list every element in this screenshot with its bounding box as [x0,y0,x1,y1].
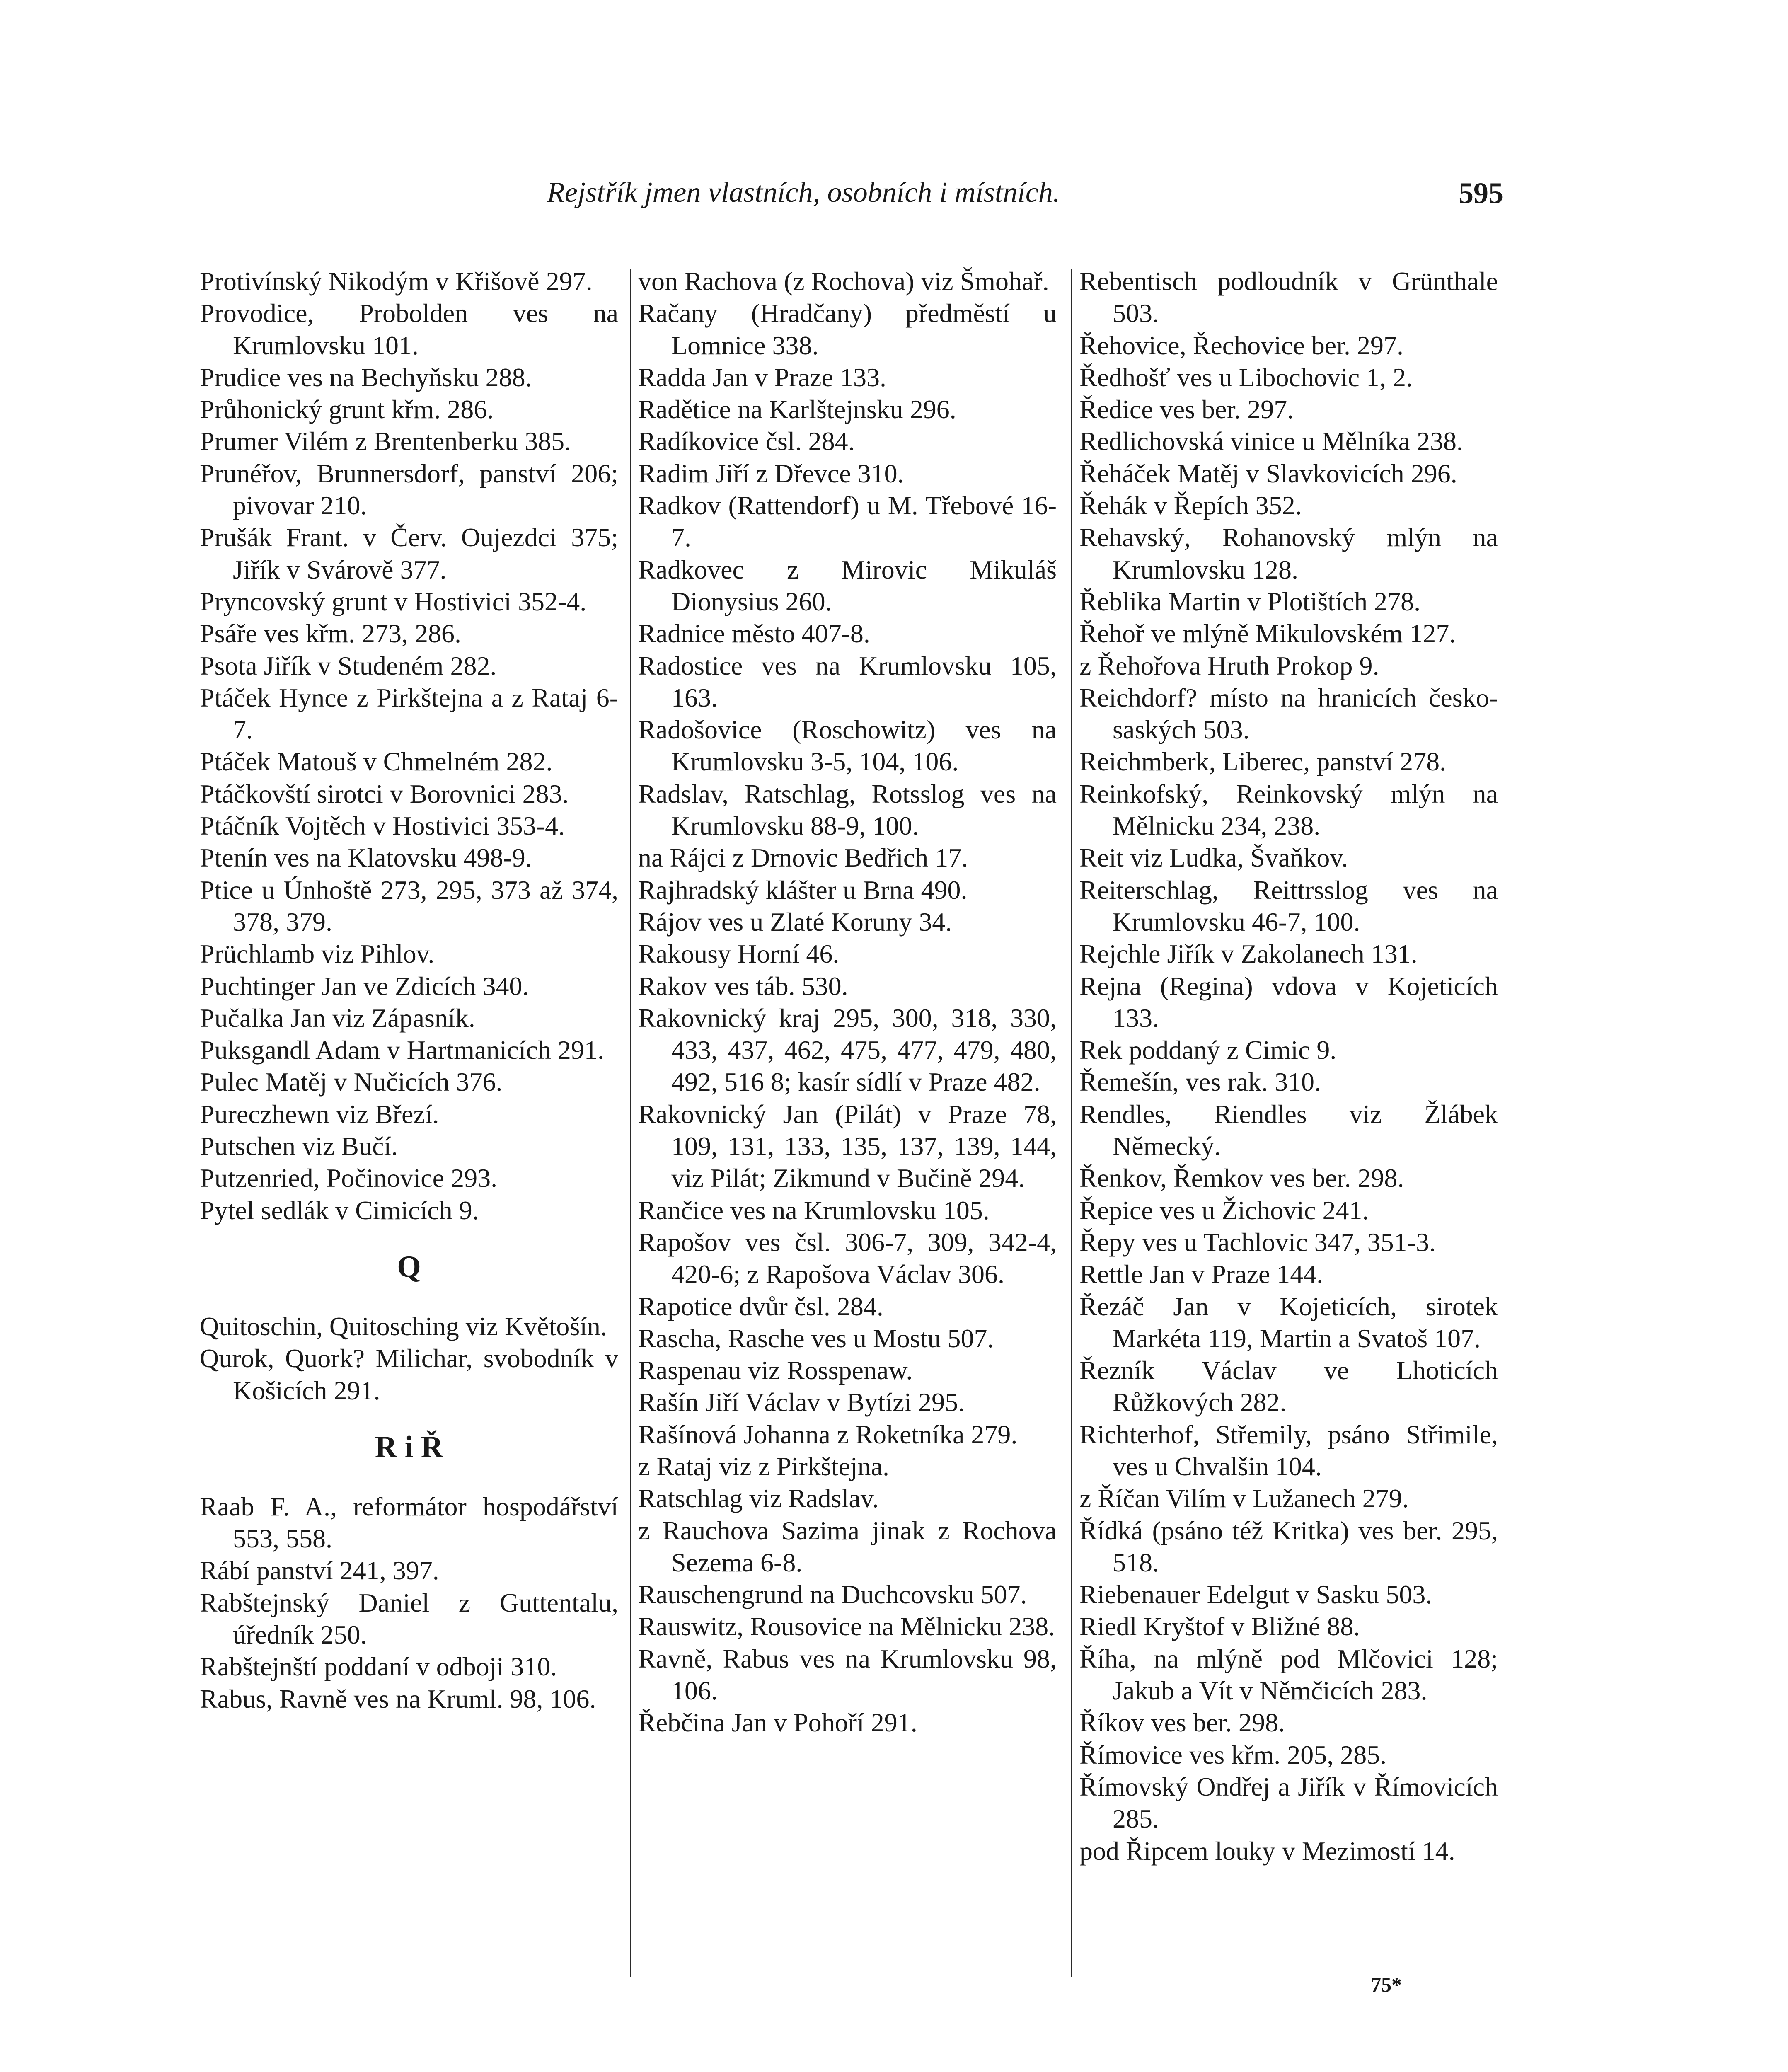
index-entry: Ředhošť ves u Libochovic 1, 2. [1079,362,1413,392]
index-entry: Rascha, Rasche ves u Mostu 507. [638,1323,994,1353]
index-entry: z Řehořova Hruth Prokop 9. [1079,651,1379,680]
index-entry: z Říčan Vilím v Lužanech 279. [1079,1484,1409,1513]
index-column-2 [638,265,1057,1739]
index-entry: Raab F. A., reformátor hospodářství 553, 558. [200,1491,618,1554]
index-entry: Putzenried, Počinovice 293. [200,1163,498,1193]
index-entry: na Rájci z Drnovic Bedřich 17. [638,843,968,873]
index-column-1 [200,265,618,1715]
index-entry: Psáře ves křm. 273, 286. [200,619,462,649]
signature-mark: 75* [1371,1973,1402,1996]
index-entry: Radslav, Ratschlag, Rotsslog ves na Krumlovsku 88-9, 100. [638,779,1057,841]
index-entry: Radětice na Karlštejnsku 296. [638,395,956,424]
index-entry: Rakousy Horní 46. [638,939,840,969]
index-entry: Pureczhewn viz Březí. [200,1099,439,1129]
index-entry: Rabus, Ravně ves na Kruml. 98, 106. [200,1684,596,1714]
index-entry: Reinkofský, Reinkovský mlýn na Mělnicku 234, 238. [1079,779,1498,841]
index-entry: Prumer Vilém z Brentenberku 385. [200,426,571,456]
index-entry: Rančice ves na Krumlovsku 105. [638,1195,990,1225]
index-entry: z Rauchova Sazima jinak z Rochova Sezema 6-8. [638,1515,1057,1577]
index-entry: Rašínová Johanna z Roketníka 279. [638,1419,1018,1449]
index-entry: Rájov ves u Zlaté Koruny 34. [638,907,952,937]
column-divider [1071,269,1072,1977]
index-entry: Řeháček Matěj v Slavkovicích 296. [1079,458,1457,488]
index-entry: Redlichovská vinice u Mělníka 238. [1079,426,1464,456]
index-entry: Reiterschlag, Reittrsslog ves na Krumlovsku 46-7, 100. [1079,875,1498,937]
index-entry: Radkov (Rattendorf) u M. Třebové 16-7. [638,491,1057,552]
index-entry: Richterhof, Střemily, psáno Střimile, ves u Chvalšin 104. [1079,1419,1498,1481]
index-entry: Řehák v Řepích 352. [1079,491,1302,520]
index-column-3 [1079,265,1498,1867]
index-entry: Rajhradský klášter u Brna 490. [638,875,968,905]
index-entry: Řepy ves u Tachlovic 347, 351-3. [1079,1227,1436,1257]
index-entry: Ptáčkovští sirotci v Borovnici 283. [200,779,569,808]
index-entry: Rek poddaný z Cimic 9. [1079,1035,1337,1065]
index-entry: Reichdorf? místo na hranicích česko-saských 503. [1079,683,1498,745]
index-entry: Řeblika Martin v Plotištích 278. [1079,586,1421,616]
index-entry: Rábí panství 241, 397. [200,1556,439,1585]
index-entry: Rakovnický Jan (Pilát) v Praze 78, 109, 131, 133, 135, 137, 139, 144, viz Pilát; Zikmund v Bučině 294. [638,1099,1057,1193]
section-heading: R i Ř [375,1430,443,1464]
index-entry: Radnice město 407-8. [638,619,870,649]
index-entry: Radda Jan v Praze 133. [638,362,886,392]
index-entry: Rapotice dvůr čsl. 284. [638,1291,883,1321]
index-entry: Řídká (psáno též Kritka) ves ber. 295, 518. [1079,1515,1498,1577]
index-entry: Rakovnický kraj 295, 300, 318, 330, 433, 437, 462, 475, 477, 479, 480, 492, 516 8; kasír sídlí v Praze 482. [638,1003,1057,1097]
index-entry: Pryncovský grunt v Hostivici 352-4. [200,586,587,616]
index-entry: Prüchlamb viz Pihlov. [200,939,435,969]
index-entry: Radíkovice čsl. 284. [638,426,855,456]
index-entry: Rakov ves táb. 530. [638,971,848,1001]
page-title: Rejstřík jmen vlastních, osobních i místních. [547,177,1060,208]
index-entry: Prudice ves na Bechyňsku 288. [200,362,532,392]
index-entry: Rehavský, Rohanovský mlýn na Krumlovsku 128. [1079,523,1498,584]
index-entry: Řehovice, Řechovice ber. 297. [1079,330,1403,360]
index-entry: Provodice, Probolden ves na Krumlovsku 101. [200,298,618,360]
index-entry: Riebenauer Edelgut v Sasku 503. [1079,1580,1432,1610]
index-entry: Rebentisch podloudník v Grünthale 503. [1079,266,1498,328]
index-entry: Pulec Matěj v Nučicích 376. [200,1067,503,1097]
index-entry: Puksgandl Adam v Hartmanicích 291. [200,1035,604,1065]
section-heading: Q [397,1249,421,1284]
index-entry: Římovice ves křm. 205, 285. [1079,1740,1387,1769]
index-entry: pod Řipcem louky v Mezimostí 14. [1079,1836,1455,1866]
index-entry: Ředice ves ber. 297. [1079,395,1294,424]
page-number: 595 [1459,177,1503,210]
index-entry: Průhonický grunt křm. 286. [200,395,494,424]
index-entry: z Rataj viz z Pirkštejna. [638,1451,890,1481]
index-entry: Řehoř ve mlýně Mikulovském 127. [1079,619,1456,649]
index-entry: Psota Jiřík v Studeném 282. [200,651,497,680]
index-entry: Ptice u Únhoště 273, 295, 373 až 374, 378, 379. [200,875,618,937]
index-entry: Qurok, Quork? Milichar, svobodník v Košicích 291. [200,1343,618,1405]
index-entry: Rabštejnský Daniel z Guttentalu, úředník 250. [200,1588,618,1649]
index-entry: Raspenau viz Rosspenaw. [638,1356,913,1385]
index-entry: Ptáčník Vojtěch v Hostivici 353-4. [200,811,565,841]
index-entry: Protivínský Nikodým v Křišově 297. [200,266,593,296]
index-entry: Rauschengrund na Duchcovsku 507. [638,1580,1027,1610]
index-entry: Římovský Ondřej a Jiřík v Římovicích 285. [1079,1772,1498,1834]
index-entry: Riedl Kryštof v Bližné 88. [1079,1612,1360,1641]
index-entry: Řepice ves u Žichovic 241. [1079,1195,1369,1225]
index-entry: Ratschlag viz Radslav. [638,1484,879,1513]
index-entry: Radkovec z Mirovic Mikuláš Dionysius 260. [638,554,1057,616]
column-divider [630,269,631,1977]
index-entry: Rabštejnští poddaní v odboji 310. [200,1652,557,1682]
index-entry: Řezáč Jan v Kojeticích, sirotek Markéta 119, Martin a Svatoš 107. [1079,1291,1498,1353]
index-entry: Račany (Hradčany) předměstí u Lomnice 338. [638,298,1057,360]
index-entry: Reit viz Ludka, Švaňkov. [1079,843,1348,873]
index-entry: Rapošov ves čsl. 306-7, 309, 342-4, 420-6; z Rapošova Václav 306. [638,1227,1057,1289]
index-entry: Rendles, Riendles viz Žlábek Německý. [1079,1099,1498,1161]
index-entry: Puchtinger Jan ve Zdicích 340. [200,971,529,1001]
index-entry: Quitoschin, Quitosching viz Květošín. [200,1311,607,1341]
index-entry: Říha, na mlýně pod Mlčovici 128; Jakub a Vít v Němčicích 283. [1079,1644,1498,1706]
index-entry: Říkov ves ber. 298. [1079,1708,1285,1738]
index-entry: Rauswitz, Rousovice na Mělnicku 238. [638,1612,1055,1641]
index-entry: Řenkov, Řemkov ves ber. 298. [1079,1163,1404,1193]
index-entry: Pytel sedlák v Cimicích 9. [200,1195,479,1225]
index-entry: Prunéřov, Brunnersdorf, panství 206; pivovar 210. [200,458,618,520]
index-entry: Putschen viz Bučí. [200,1131,398,1161]
index-entry: Prušák Frant. v Červ. Oujezdci 375; Jiřík v Svárově 377. [200,523,618,584]
index-entry: Řezník Václav ve Lhoticích Růžkových 282. [1079,1356,1498,1417]
index-entry: Radim Jiří z Dřevce 310. [638,458,904,488]
index-entry: Ptenín ves na Klatovsku 498-9. [200,843,532,873]
index-entry: von Rachova (z Rochova) viz Šmohař. [638,266,1049,296]
index-entry: Ptáček Hynce z Pirkštejna a z Rataj 6-7. [200,683,618,745]
index-entry: Reichmberk, Liberec, panství 278. [1079,747,1447,777]
index-entry: Radošovice (Roschowitz) ves na Krumlovsku 3-5, 104, 106. [638,715,1057,777]
index-entry: Rejchle Jiřík v Zakolanech 131. [1079,939,1418,969]
index-entry: Radostice ves na Krumlovsku 105, 163. [638,651,1057,712]
index-entry: Rašín Jiří Václav v Bytízi 295. [638,1387,965,1417]
index-entry: Rejna (Regina) vdova v Kojeticích 133. [1079,971,1498,1033]
index-entry: Ptáček Matouš v Chmelném 282. [200,747,553,777]
index-entry: Řemešín, ves rak. 310. [1079,1067,1321,1097]
index-entry: Ravně, Rabus ves na Krumlovsku 98, 106. [638,1644,1057,1706]
index-entry: Rettle Jan v Praze 144. [1079,1259,1323,1289]
index-entry: Pučalka Jan viz Zápasník. [200,1003,475,1033]
index-entry: Řebčina Jan v Pohoří 291. [638,1708,917,1738]
